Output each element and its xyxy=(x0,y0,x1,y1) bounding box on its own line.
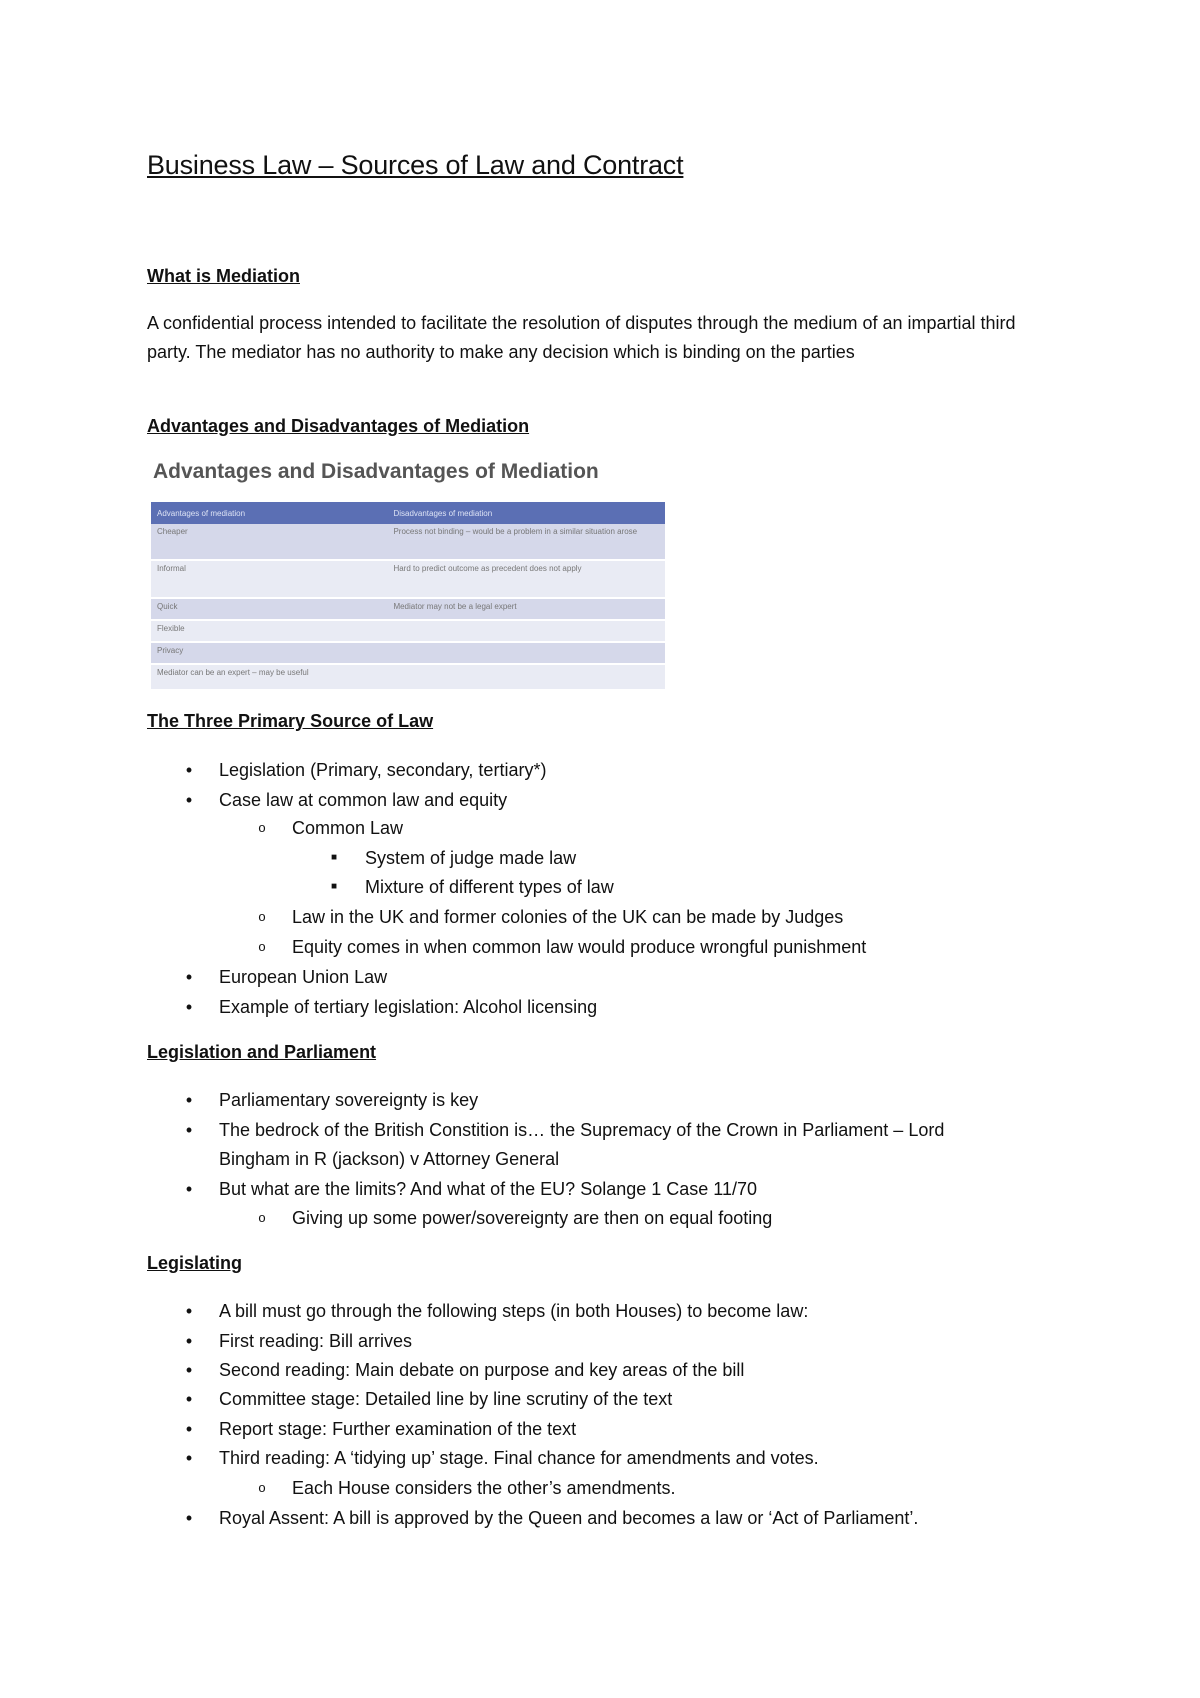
bullet-square: ■ xyxy=(330,852,338,863)
table-cell xyxy=(387,664,665,690)
column-header-disadvantages: Disadvantages of mediation xyxy=(387,502,665,524)
list-item: Report stage: Further examination of the text xyxy=(219,1419,577,1439)
table-header-row xyxy=(151,502,665,524)
table-row xyxy=(151,620,665,642)
bullet-dot: • xyxy=(185,1389,193,1409)
table-cell: Privacy xyxy=(151,642,387,664)
bullet-circle: o xyxy=(258,1480,266,1495)
document-title: Business Law – Sources of Law and Contract xyxy=(147,150,684,180)
list-item: Common Law xyxy=(292,818,404,838)
table-cell: Mediator may not be a legal expert xyxy=(387,598,665,620)
list-item: First reading: Bill arrives xyxy=(219,1331,413,1351)
bullet-circle: o xyxy=(258,939,266,954)
mediation-paragraph: A confidential process intended to facilitate the resolution of disputes through the medium of an impartial third party. The mediator has no authority to make any decision which is binding on the parties xyxy=(147,313,1016,362)
mediation-table xyxy=(151,502,665,691)
bullet-circle: o xyxy=(258,820,266,835)
table-cell: Mediator can be an expert – may be useful xyxy=(151,664,387,690)
list-item: Each House considers the other’s amendments. xyxy=(292,1478,676,1498)
table-cell: Cheaper xyxy=(151,524,387,560)
list-item: Committee stage: Detailed line by line scrutiny of the text xyxy=(219,1389,673,1409)
bullet-dot: • xyxy=(185,967,193,987)
figure-title: Advantages and Disadvantages of Mediation xyxy=(153,460,599,483)
table-row xyxy=(151,598,665,620)
list-item: Third reading: A ‘tidying up’ stage. Final chance for amendments and votes. xyxy=(219,1448,819,1468)
list-item: Legislation (Primary, secondary, tertiary*) xyxy=(219,760,547,780)
bullet-dot: • xyxy=(185,1419,193,1439)
table-row xyxy=(151,664,665,690)
bullet-circle: o xyxy=(258,1210,266,1225)
list-item: Equity comes in when common law would produce wrongful punishment xyxy=(292,937,867,957)
list-item: Second reading: Main debate on purpose and key areas of the bill xyxy=(219,1360,745,1380)
table-row xyxy=(151,524,665,560)
column-header-advantages: Advantages of mediation xyxy=(151,502,387,524)
bullet-square: ■ xyxy=(330,881,338,892)
mediation-table-figure xyxy=(147,456,667,688)
bullet-dot: • xyxy=(185,1301,193,1321)
list-item: But what are the limits? And what of the EU? Solange 1 Case 11/70 xyxy=(219,1179,757,1199)
bullet-dot: • xyxy=(185,1360,193,1380)
table-cell: Process not binding – would be a problem in a similar situation arose xyxy=(387,524,665,560)
table-cell xyxy=(387,620,665,642)
heading-what-is-mediation: What is Mediation xyxy=(147,266,300,286)
list-item-continuation: Bingham in R (jackson) v Attorney General xyxy=(219,1149,560,1169)
table-cell: Quick xyxy=(151,598,387,620)
list-item: System of judge made law xyxy=(365,848,577,868)
bullet-circle: o xyxy=(258,909,266,924)
list-item: Mixture of different types of law xyxy=(365,877,614,897)
heading-advantages-disadvantages: Advantages and Disadvantages of Mediation xyxy=(147,416,530,436)
list-item: Law in the UK and former colonies of the UK can be made by Judges xyxy=(292,907,844,927)
list-item: Royal Assent: A bill is approved by the Queen and becomes a law or ‘Act of Parliament’. xyxy=(219,1508,919,1528)
list-item: Case law at common law and equity xyxy=(219,790,508,810)
bullet-dot: • xyxy=(185,1090,193,1110)
list-item: European Union Law xyxy=(219,967,388,987)
list-item: The bedrock of the British Constition is… the Supremacy of the Crown in Parliament – Lord xyxy=(219,1120,945,1140)
heading-legislation-parliament: Legislation and Parliament xyxy=(147,1042,377,1062)
heading-primary-sources: The Three Primary Source of Law xyxy=(147,711,434,731)
heading-legislating: Legislating xyxy=(147,1253,243,1273)
bullet-dot: • xyxy=(185,790,193,810)
list-item: Example of tertiary legislation: Alcohol licensing xyxy=(219,997,598,1017)
table-cell xyxy=(387,642,665,664)
table-row xyxy=(151,642,665,664)
list-item: Giving up some power/sovereignty are then on equal footing xyxy=(292,1208,773,1228)
bullet-dot: • xyxy=(185,1448,193,1468)
bullet-dot: • xyxy=(185,1331,193,1351)
bullet-dot: • xyxy=(185,1179,193,1199)
bullet-dot: • xyxy=(185,760,193,780)
table-cell: Flexible xyxy=(151,620,387,642)
bullet-dot: • xyxy=(185,1508,193,1528)
list-item: A bill must go through the following steps (in both Houses) to become law: xyxy=(219,1301,809,1321)
bullet-dot: • xyxy=(185,997,193,1017)
list-item: Parliamentary sovereignty is key xyxy=(219,1090,479,1110)
table-cell: Hard to predict outcome as precedent does not apply xyxy=(387,560,665,598)
table-cell: Informal xyxy=(151,560,387,598)
bullet-dot: • xyxy=(185,1120,193,1140)
table-row xyxy=(151,560,665,598)
